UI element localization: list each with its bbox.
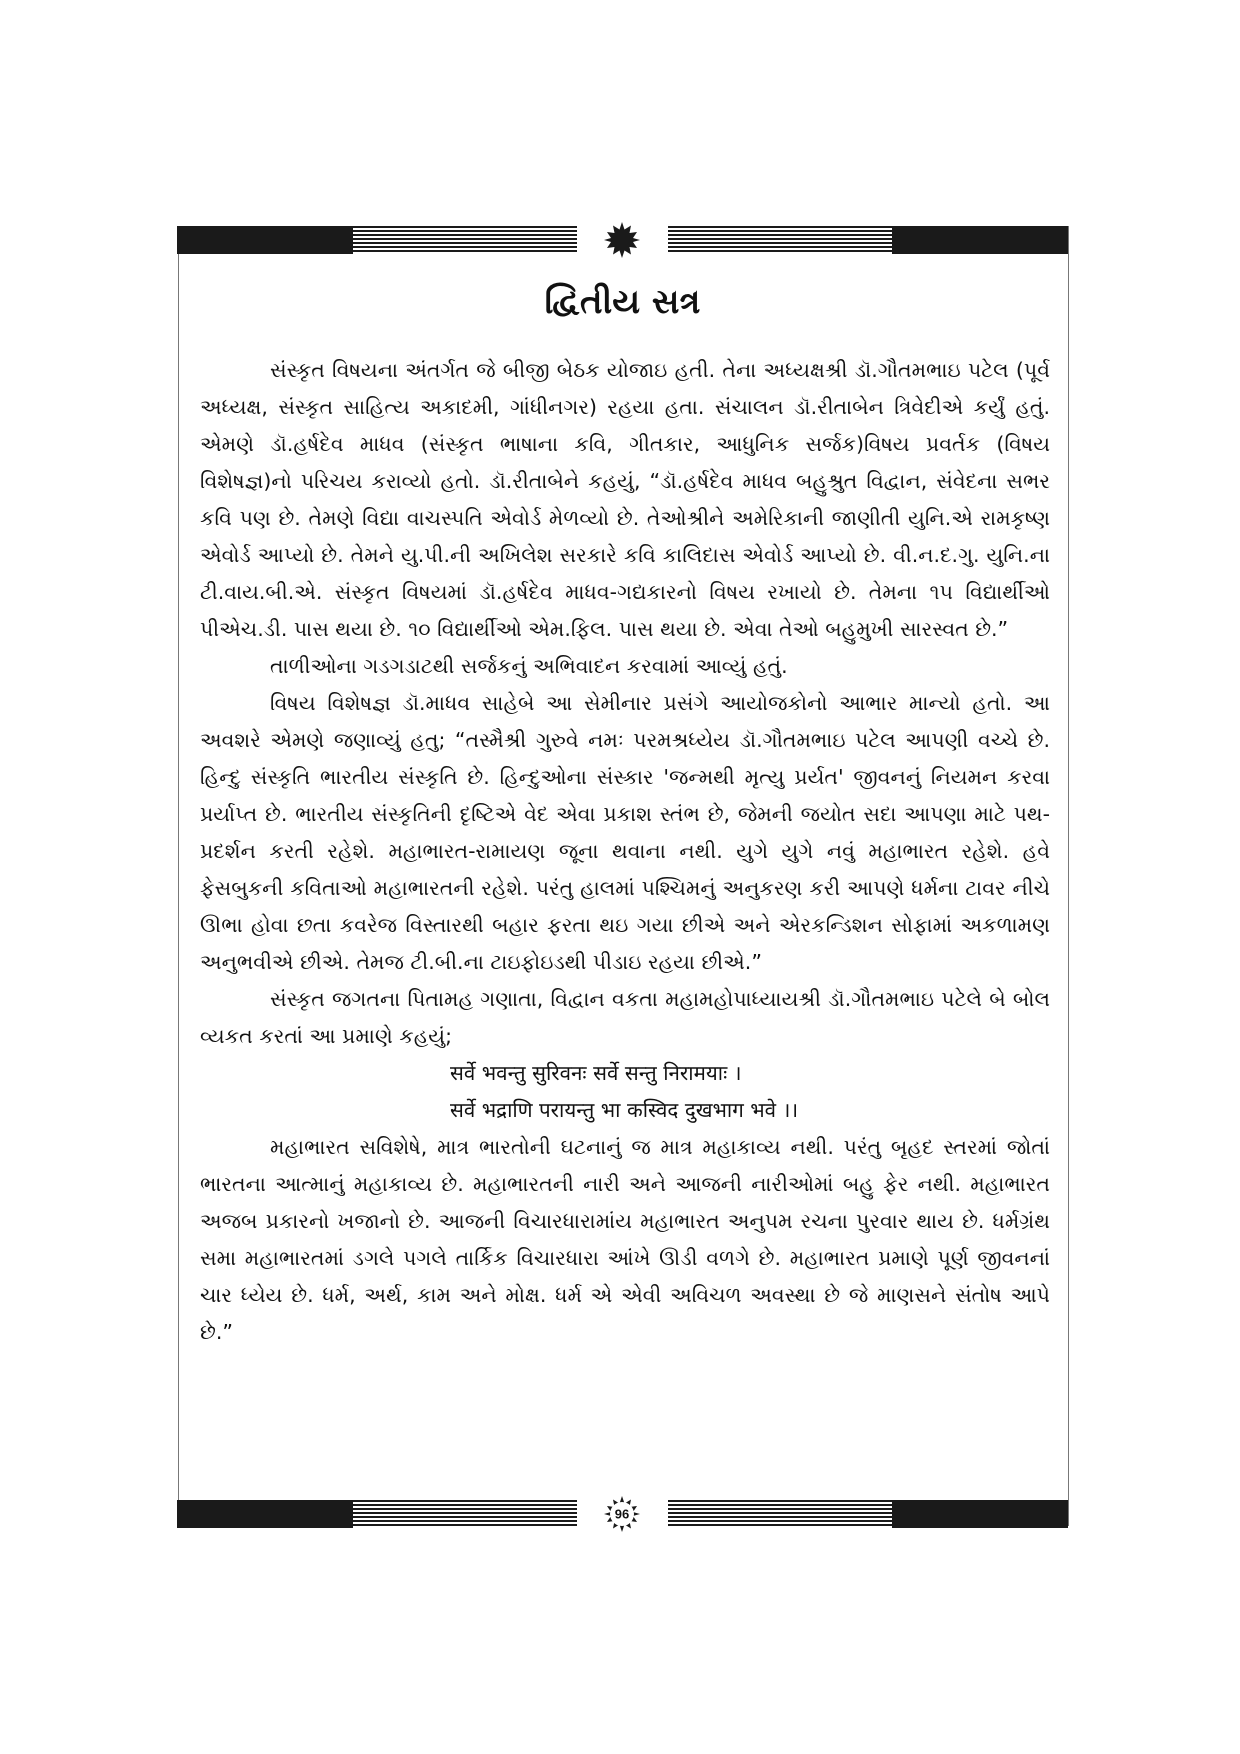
- paragraph-3: વિષય વિશેષજ્ઞ ડૉ.માધવ સાહેબે આ સેમીનાર પ્રસંગે આયોજકોનો આભાર માન્યો હતો. આ અવશરે એમણે જણાવ્યું હતુ; “તસ્મૈશ્રી ગુરુવે નમઃ પરમશ્રધ્યેય ડૉ.ગૌતમભાઇ પટેલ આપણી વચ્ચે છે. હિન્દુ સંસ્કૃતિ ભારતીય સંસ્કૃતિ છે. હિન્દુઓના સંસ્કાર 'જન્મથી મૃત્યુ પ્રર્યત' જીવનનું નિયમન કરવા પ્રર્યાપ્ત છે. ભારતીય સંસ્કૃતિની દૃષ્ટિએ વેદ એવા પ્રકાશ સ્તંભ છે, જેમની જયોત સદા આપણા માટે પથ-પ્રદર્શન કરતી રહેશે. મહાભારત-રામાયણ જૂના થવાના નથી. યુગે યુગે નવું મહાભારત રહેશે. હવે ફેસબુકની કવિતાઓ મહાભારતની રહેશે. પરંતુ હાલમાં પશ્ચિમનું અનુકરણ કરી આપણે ધર્મના ટાવર નીચે ઊભા હોવા છતા કવરેજ વિસ્તારથી બહાર ફરતા થઇ ગયા છીએ અને એરકન્ડિશન સોફામાં અકળામણ અનુભવીએ છીએ. તેમજ ટી.બી.ના ટાઇફોઇડથી પીડાઇ રહયા છીએ.”: [200, 691, 1050, 974]
- page-number: 96: [614, 1506, 630, 1522]
- footer-rule: [177, 1500, 1068, 1528]
- paragraph-4: સંસ્કૃત જગતના પિતામહ ગણાતા, વિદ્વાન વકતા મહામહોપાધ્યાયશ્રી ડૉ.ગૌતમભાઇ પટેલે બે બોલ વ્યકત કરતાં આ પ્રમાણે કહયું;: [200, 987, 1050, 1048]
- verse-line-1: सर्वे भवन्तु सुरिवनः सर्वे सन्तु निरामयाः ।: [450, 1061, 742, 1085]
- paragraph-1: સંસ્કૃત વિષયના અંતર્ગત જે બીજી બેઠક યોજાઇ હતી. તેના અધ્યક્ષશ્રી ડૉ.ગૌતમભાઇ પટેલ (પૂર્વ અધ્યક્ષ, સંસ્કૃત સાહિત્ય અકાદમી, ગાંધીનગર) રહયા હતા. સંચાલન ડૉ.રીતાબેન ત્રિવેદીએ કર્યું હતું. એમણે ડૉ.હર્ષદેવ માધવ (સંસ્કૃત ભાષાના કવિ, ગીતકાર, આધુનિક સર્જક)વિષય પ્રવર્તક (વિષય વિશેષજ્ઞ)નો પરિચય કરાવ્યો હતો. ડૉ.રીતાબેને કહયું, “ડૉ.હર્ષદેવ માધવ બહુશ્રુત વિદ્વાન, સંવેદના સભર કવિ પણ છે. તેમણે વિદ્યા વાચસ્પતિ એવોર્ડ મેળવ્યો છે. તેઓશ્રીને અમેરિકાની જાણીતી યુનિ.એ રામકૃષ્ણ એવોર્ડ આપ્યો છે. તેમને યુ.પી.ની અખિલેશ સરકારે કવિ કાલિદાસ એવોર્ડ આપ્યો છે. વી.ન.દ.ગુ. યુનિ.ના ટી.વાય.બી.એ. સંસ્કૃત વિષયમાં ડૉ.હર્ષદેવ માધવ-ગદ્યકારનો વિષય રખાયો છે. તેમના ૧૫ વિદ્યાર્થીઓ પીએચ.ડી. પાસ થયા છે. ૧૦ વિદ્યાર્થીઓ એમ.ફિલ. પાસ થયા છે. એવા તેઓ બહુમુખી સારસ્વત છે.”: [200, 358, 1050, 641]
- sunburst-icon: [603, 221, 641, 259]
- paragraph-5: મહાભારત સવિશેષે, માત્ર ભારતોની ઘટનાનું જ માત્ર મહાકાવ્ય નથી. પરંતુ બૃહદ સ્તરમાં જોતાં ભારતના આત્માનું મહાકાવ્ય છે. મહાભારતની નારી અને આજની નારીઓમાં બહુ ફેર નથી. મહાભારત અજબ પ્રકારનો ખજાનો છે. આજની વિચારધારામાંય મહાભારત અનુપમ રચના પુરવાર થાય છે. ધર્મગ્રંથ સમા મહાભારતમાં ડગલે પગલે તાર્કિક વિચારધારા આંખે ઊડી વળગે છે. મહાભારત પ્રમાણે પૂર્ણ જીવનનાં ચાર ધ્યેય છે. ધર્મ, અર્થ, કામ અને મોક્ષ. ધર્મ એ એવી અવિચળ અવસ્થા છે જે માણસને સંતોષ આપે છે.”: [200, 1135, 1050, 1344]
- page-number-badge: [603, 1495, 641, 1533]
- verse-line-2: सर्वे भद्राणि परायन्तु भा कस्विद दुखभाग भवे ।।: [450, 1098, 799, 1122]
- body-text: [200, 352, 1050, 1351]
- paragraph-2: તાળીઓના ગડગડાટથી સર્જકનું અભિવાદન કરવામાં આવ્યું હતું.: [270, 654, 788, 678]
- page-title: દ્વિતીય સત્ર: [544, 282, 701, 322]
- header-rule: [177, 226, 1068, 254]
